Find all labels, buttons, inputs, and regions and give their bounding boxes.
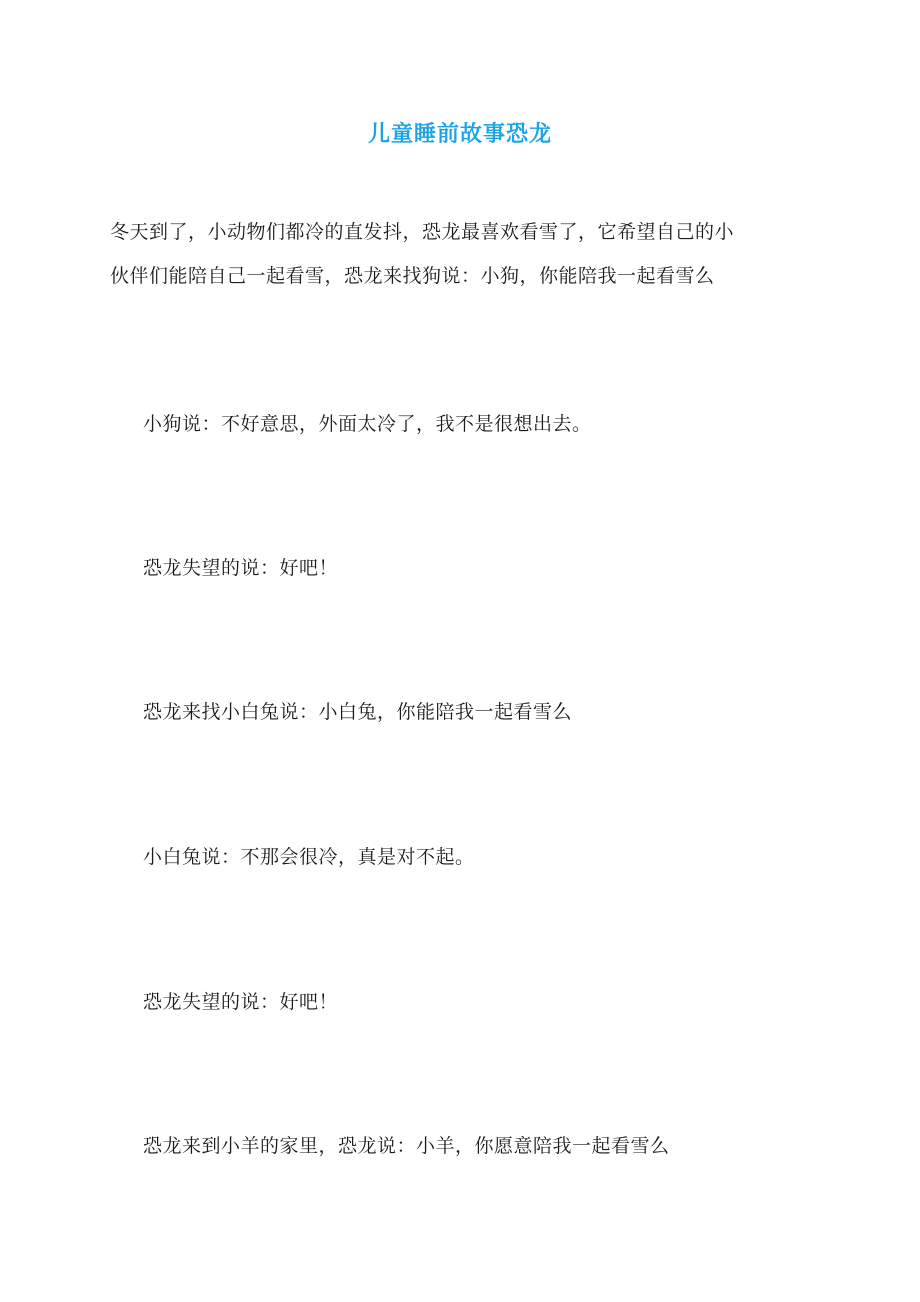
intro-line: 冬天到了，小动物们都冷的直发抖，恐龙最喜欢看雪了，它希望自己的小 [110, 221, 735, 243]
intro-line: 伙伴们能陪自己一起看雪，恐龙来找狗说：小狗，你能陪我一起看雪么 [110, 265, 715, 287]
intro-paragraph [110, 210, 810, 298]
paragraph-dinosaur-disappointed-2: 恐龙失望的说：好吧！ [143, 991, 339, 1013]
paragraph-rabbit-reply: 小白兔说：不那会很冷，真是对不起。 [143, 846, 475, 868]
paragraph-dinosaur-asks-rabbit: 恐龙来找小白兔说：小白兔，你能陪我一起看雪么 [143, 701, 573, 723]
paragraph-dinosaur-disappointed: 恐龙失望的说：好吧！ [143, 557, 339, 579]
paragraph-dog-reply: 小狗说：不好意思，外面太冷了，我不是很想出去。 [143, 413, 592, 435]
document-title: 儿童睡前故事恐龙 [367, 121, 552, 147]
paragraph-dinosaur-visits-sheep: 恐龙来到小羊的家里，恐龙说：小羊，你愿意陪我一起看雪么 [143, 1135, 670, 1157]
